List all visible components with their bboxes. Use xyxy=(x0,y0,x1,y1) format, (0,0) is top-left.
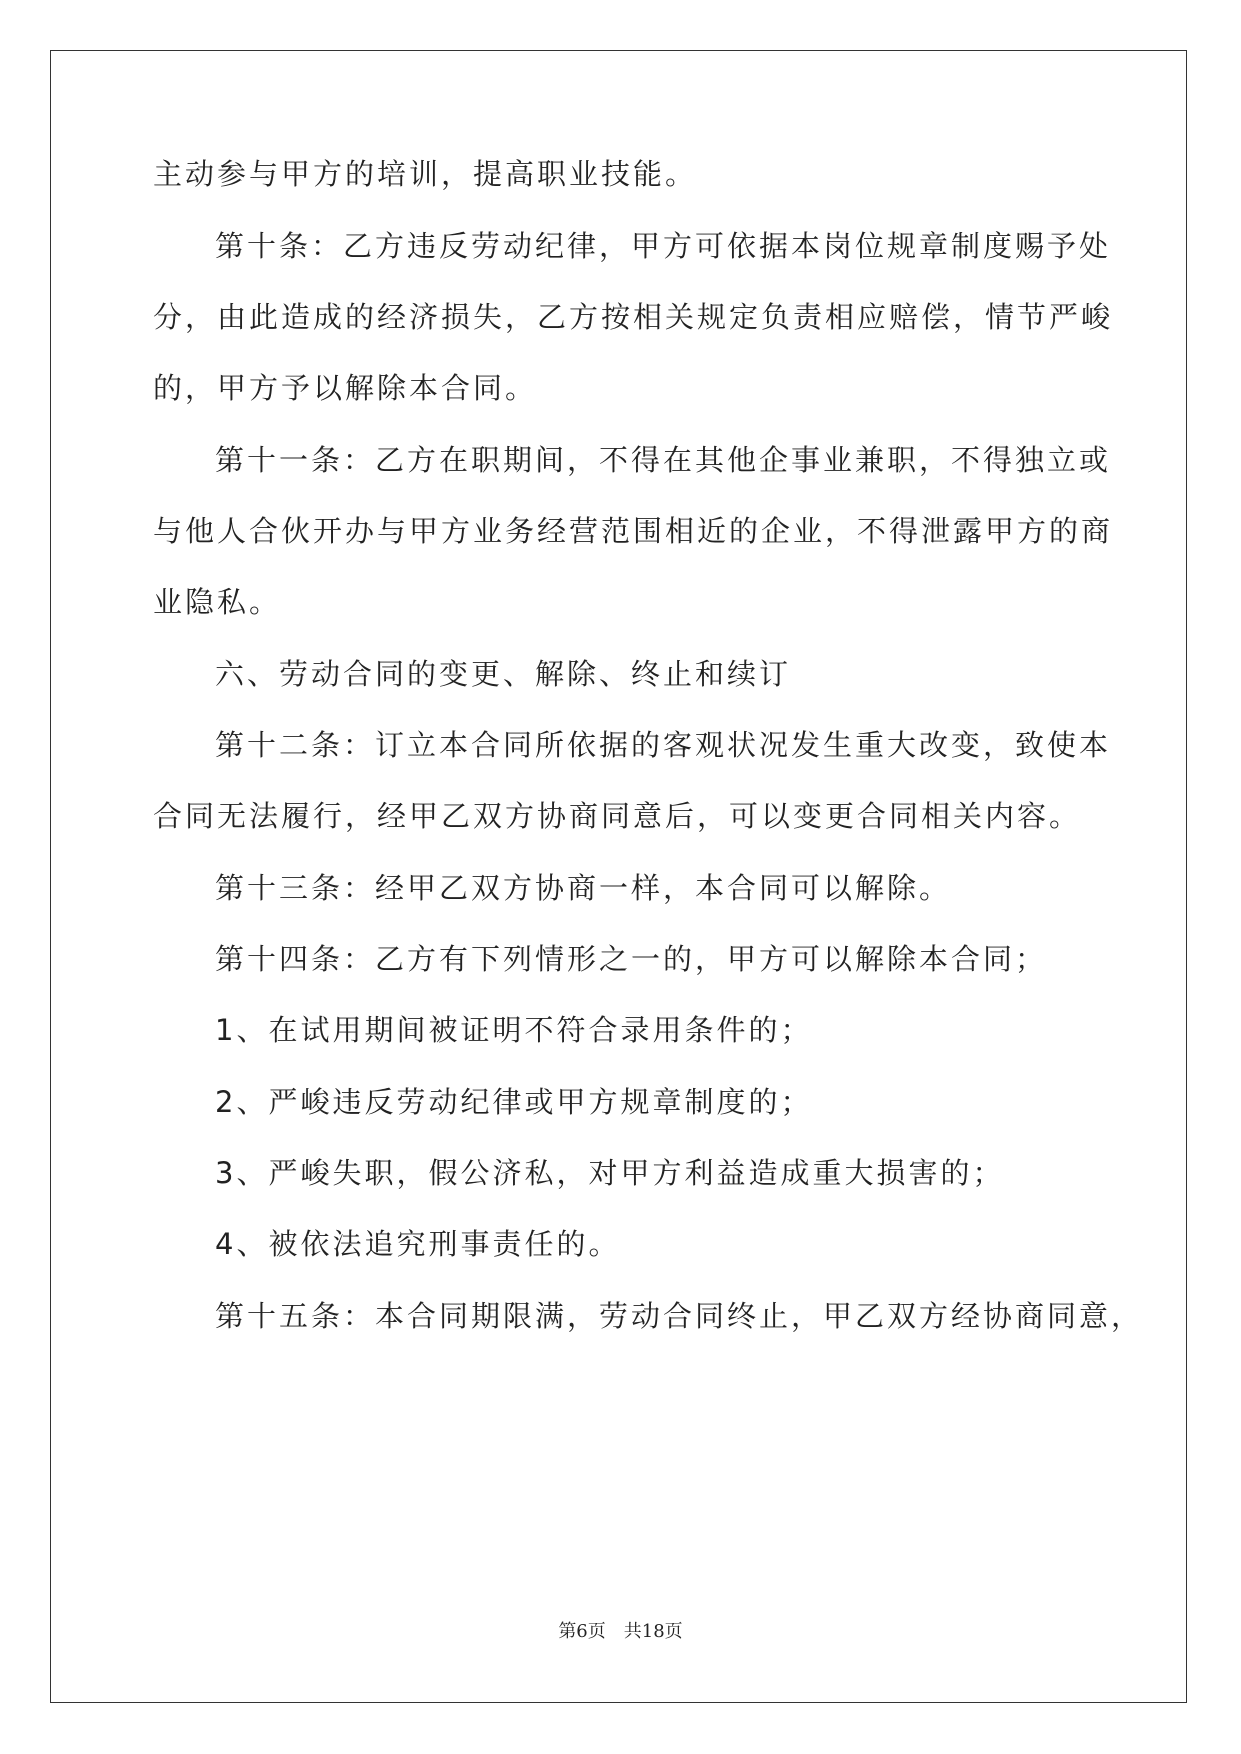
list-item: 3、严峻失职，假公济私，对甲方利益造成重大损害的； xyxy=(215,1156,1005,1190)
paragraph-line: 合同无法履行，经甲乙双方协商同意后，可以变更合同相关内容。 xyxy=(153,799,1082,833)
paragraph-line: 的，甲方予以解除本合同。 xyxy=(153,371,538,405)
page-footer xyxy=(0,1620,1241,1644)
page-number: 第6页 xyxy=(558,1621,606,1642)
paragraph-line: 第十条：乙方违反劳动纪律，甲方可依据本岗位规章制度赐予处 xyxy=(215,229,1112,263)
page-total: 共18页 xyxy=(623,1621,683,1642)
paragraph-line: 业隐私。 xyxy=(153,585,282,619)
section-heading: 六、劳动合同的变更、解除、终止和续订 xyxy=(215,657,792,691)
paragraph-line: 第十一条：乙方在职期间，不得在其他企事业兼职，不得独立或 xyxy=(215,443,1112,477)
paragraph-line: 主动参与甲方的培训，提高职业技能。 xyxy=(153,157,698,191)
list-item: 1、在试用期间被证明不符合录用条件的； xyxy=(215,1013,813,1047)
paragraph-line: 分，由此造成的经济损失，乙方按相关规定负责相应赔偿，情节严峻 xyxy=(153,300,1114,334)
paragraph-line: 第十二条：订立本合同所依据的客观状况发生重大改变，致使本 xyxy=(215,728,1112,762)
paragraph-line: 第十四条：乙方有下列情形之一的，甲方可以解除本合同； xyxy=(215,942,1048,976)
list-item: 4、被依法追究刑事责任的。 xyxy=(215,1227,621,1261)
list-item: 2、严峻违反劳动纪律或甲方规章制度的； xyxy=(215,1085,813,1119)
paragraph-line: 第十三条：经甲乙双方协商一样，本合同可以解除。 xyxy=(215,871,952,905)
paragraph-line: 与他人合伙开办与甲方业务经营范围相近的企业，不得泄露甲方的商 xyxy=(153,514,1114,548)
paragraph-line: 第十五条：本合同期限满，劳动合同终止，甲乙双方经协商同意， xyxy=(215,1299,1144,1333)
